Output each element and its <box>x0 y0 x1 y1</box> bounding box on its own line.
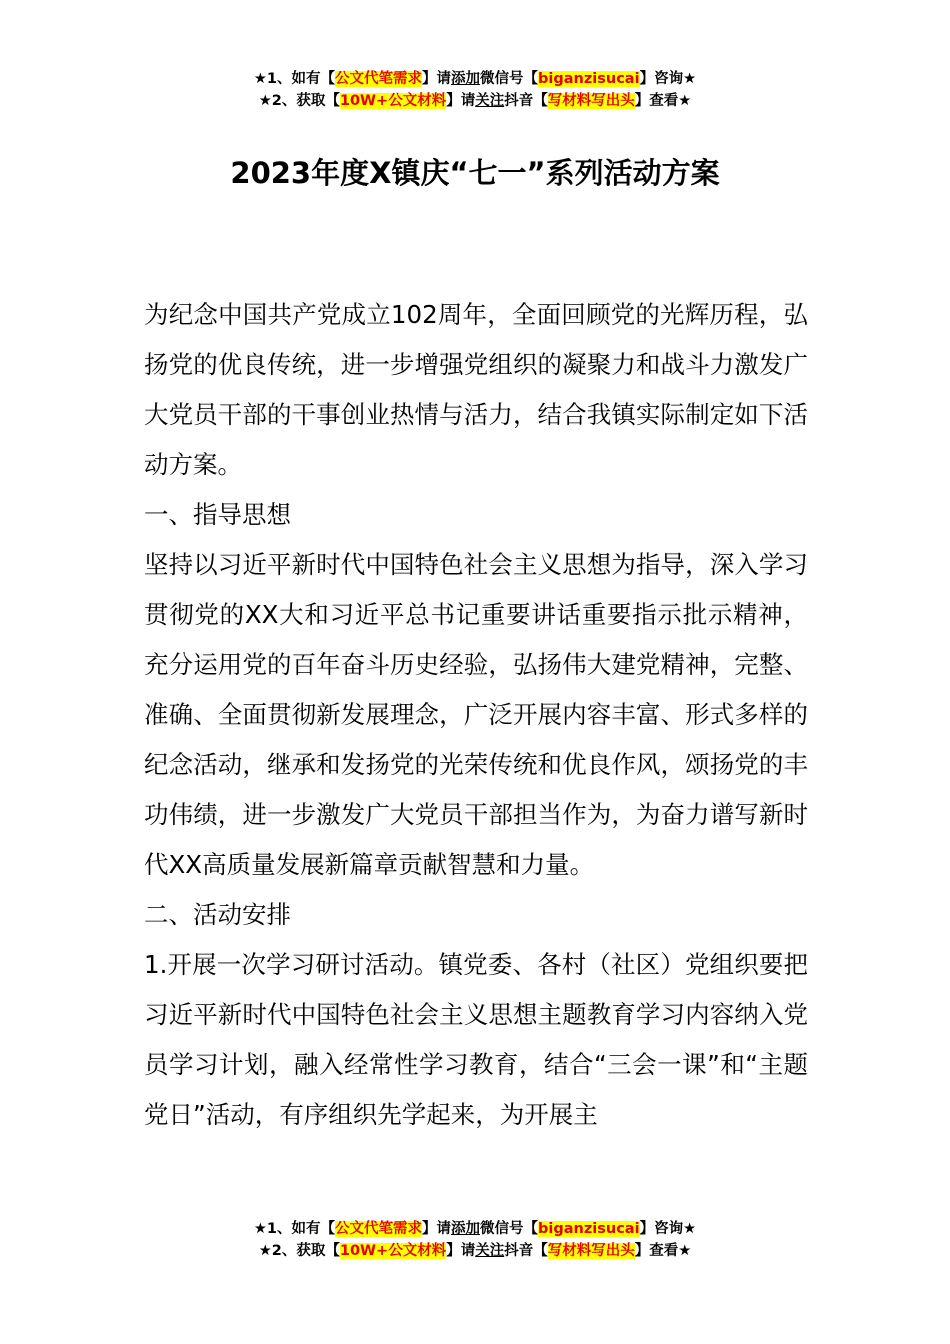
banner-emphasis: 关注 <box>475 1243 505 1259</box>
banner-text: 】请 <box>422 1221 452 1237</box>
banner-text: 】查看★ <box>634 1243 692 1259</box>
section-heading: 二、活动安排 <box>144 900 291 929</box>
banner-text: 抖音【 <box>504 1243 548 1259</box>
banner-line-1 <box>0 68 950 90</box>
highlight-service: 公文代笔需求 <box>335 1221 423 1237</box>
banner-text: ★1、如有【 <box>253 71 336 87</box>
banner-emphasis: 添加 <box>451 1221 481 1237</box>
highlight-service: 公文代笔需求 <box>335 71 423 87</box>
body-paragraph: 坚持以习近平新时代中国特色社会主义思想为指导，深入学习贯彻党的XX大和习近平总书记重要讲话重要指示批示精神，充分运用党的百年奋斗历史经验，弘扬伟大建党精神，完整、准确、全面贯彻新发展理念，广泛开展内容丰富、形式多样的纪念活动，继承和发扬党的光荣传统和优良作风，颂扬党的丰功伟绩，进一步激发广大党员干部担当作为，为奋力谱写新时代XX高质量发展新篇章贡献智慧和力量。 <box>144 550 808 879</box>
banner-text: 微信号【 <box>480 71 539 87</box>
footer-banner <box>0 1218 950 1262</box>
document-title: 2023年度X镇庆“七一”系列活动方案 <box>230 156 720 190</box>
intro-paragraph: 为纪念中国共产党成立102周年，全面回顾党的光辉历程，弘扬党的优良传统，进一步增强党组织的凝聚力和战斗力激发广大党员干部的干事创业热情与活力，结合我镇实际制定如下活动方案。 <box>144 300 808 479</box>
banner-text: 】请 <box>446 1243 476 1259</box>
banner-text: 抖音【 <box>504 93 548 109</box>
banner-line-2 <box>0 90 950 112</box>
banner-emphasis: 添加 <box>451 71 481 87</box>
section-heading: 一、指导思想 <box>144 500 291 529</box>
banner-emphasis: 关注 <box>475 93 505 109</box>
banner-line-1 <box>0 1218 950 1240</box>
banner-text: 微信号【 <box>480 1221 539 1237</box>
banner-text: 】查看★ <box>634 93 692 109</box>
banner-text: 】咨询★ <box>639 71 697 87</box>
banner-text: ★1、如有【 <box>253 1221 336 1237</box>
banner-line-2 <box>0 1240 950 1262</box>
banner-text: 】咨询★ <box>639 1221 697 1237</box>
banner-text: ★2、获取【 <box>258 1243 340 1259</box>
highlight-douyin-id: 写材料写出头 <box>547 93 635 109</box>
highlight-douyin-id: 写材料写出头 <box>547 1243 635 1259</box>
banner-text: ★2、获取【 <box>258 93 340 109</box>
banner-text: 】请 <box>422 71 452 87</box>
highlight-materials: 10W+公文材料 <box>339 93 447 109</box>
body-paragraph: 1.开展一次学习研讨活动。镇党委、各村（社区）党组织要把习近平新时代中国特色社会主义思想主题教育学习内容纳入党员学习计划，融入经常性学习教育，结合“三会一课”和“主题党日”活动，有序组织先学起来，为开展主 <box>144 950 808 1129</box>
banner-text: 】请 <box>446 93 476 109</box>
highlight-wechat-id: biganzisucai <box>538 71 640 87</box>
highlight-materials: 10W+公文材料 <box>339 1243 447 1259</box>
header-banner <box>0 68 950 112</box>
highlight-wechat-id: biganzisucai <box>538 1221 640 1237</box>
document-body <box>144 290 808 1140</box>
